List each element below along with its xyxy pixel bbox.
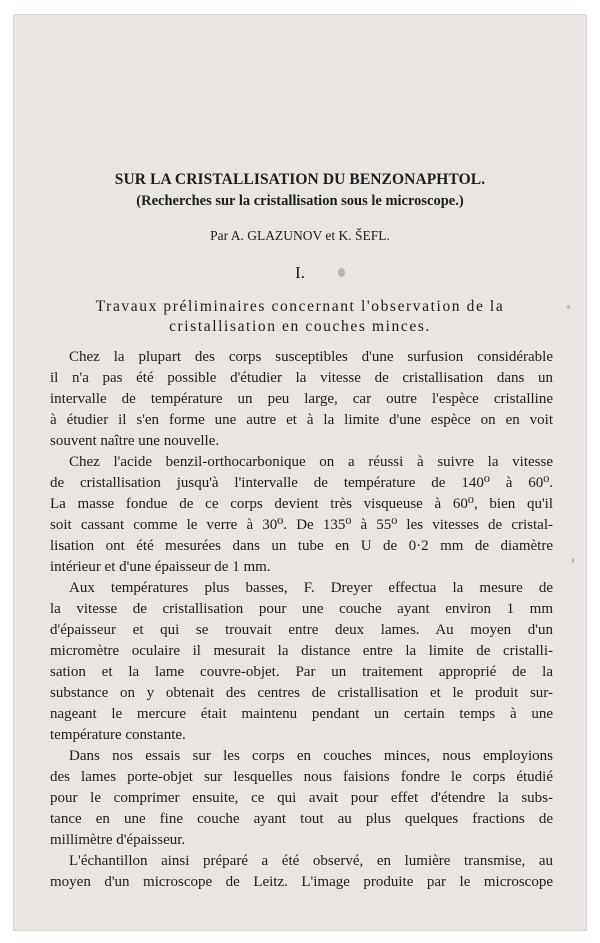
body-line: nageant le mercure était maintenu pendant un certain temps à une: [50, 706, 553, 722]
author-line: Par A. GLAZUNOV et K. ŠEFL.: [210, 228, 390, 243]
body-line: millimètre d'épaisseur.: [50, 832, 186, 848]
body-line: des lames porte-objet sur lesquelles nous faisions fondre le corps étudié: [50, 769, 553, 785]
body-line: soit cassant comme le verre à 30⁰. De 135⁰ à 55⁰ les vitesses de cristal-: [50, 517, 553, 533]
body-line: substance on y obtenait des centres de cristallisation et le produit sur-: [50, 685, 553, 701]
body-line: Dans nos essais sur les corps en couches minces, nous employions: [69, 748, 553, 764]
section-title-line: Travaux préliminaires concernant l'observation de la: [95, 298, 505, 315]
body-line: intérieur et d'une épaisseur de 1 mm.: [50, 559, 271, 575]
body-line: intervalle de température un peu large, car outre l'espèce cristalline: [50, 391, 553, 407]
body-line: Aux températures plus basses, F. Dreyer effectua la mesure de: [69, 580, 553, 596]
ink-spot: [572, 558, 574, 563]
article-title: SUR LA CRISTALLISATION DU BENZONAPHTOL.: [114, 171, 486, 188]
body-line: Chez l'acide benzil-orthocarbonique on a réussi à suivre la vitesse: [69, 454, 553, 470]
body-line: tance en une fine couche ayant tout au plus quelques fractions de: [50, 811, 553, 827]
body-line: La masse fondue de ce corps devient très visqueuse à 60⁰, bien qu'il: [50, 496, 553, 512]
section-title-line: cristallisation en couches minces.: [169, 318, 431, 335]
body-line: micromètre oculaire il mesurait la distance entre la limite de cristalli-: [50, 643, 553, 659]
body-line: température constante.: [50, 727, 186, 743]
body-line: souvent naître une nouvelle.: [50, 433, 220, 449]
body-line: Chez la plupart des corps susceptibles d'une surfusion considérable: [69, 349, 553, 365]
body-line: de cristallisation jusqu'à l'intervalle de température de 140⁰ à 60⁰.: [50, 475, 553, 491]
body-line: pour le comprimer ensuite, ce qui avait pour effet d'étendre la subs-: [50, 790, 553, 806]
body-line: L'échantillon ainsi préparé a été observé, en lumière transmise, au: [69, 853, 553, 869]
body-line: la vitesse de cristallisation pour une couche ayant environ 1 mm: [50, 601, 553, 617]
section-number: I.: [295, 263, 305, 282]
article-subtitle: (Recherches sur la cristallisation sous le microscope.): [136, 193, 464, 209]
body-line: à étudier il s'en forme une autre et à la limite d'une espèce on en voit: [50, 412, 553, 428]
body-line: il n'a pas été possible d'étudier la vitesse de cristallisation dans un: [50, 370, 553, 386]
body-line: lisation ont été mesurées dans un tube en U de 0·2 mm de diamètre: [50, 538, 553, 554]
body-line: moyen d'un microscope de Leitz. L'image produite par le microscope: [50, 874, 553, 890]
body-line: d'épaisseur et qui se trouvait entre deux lames. Au moyen d'un: [50, 622, 553, 638]
body-line: sation et la lame couvre-objet. Par un traitement approprié de la: [50, 664, 553, 680]
